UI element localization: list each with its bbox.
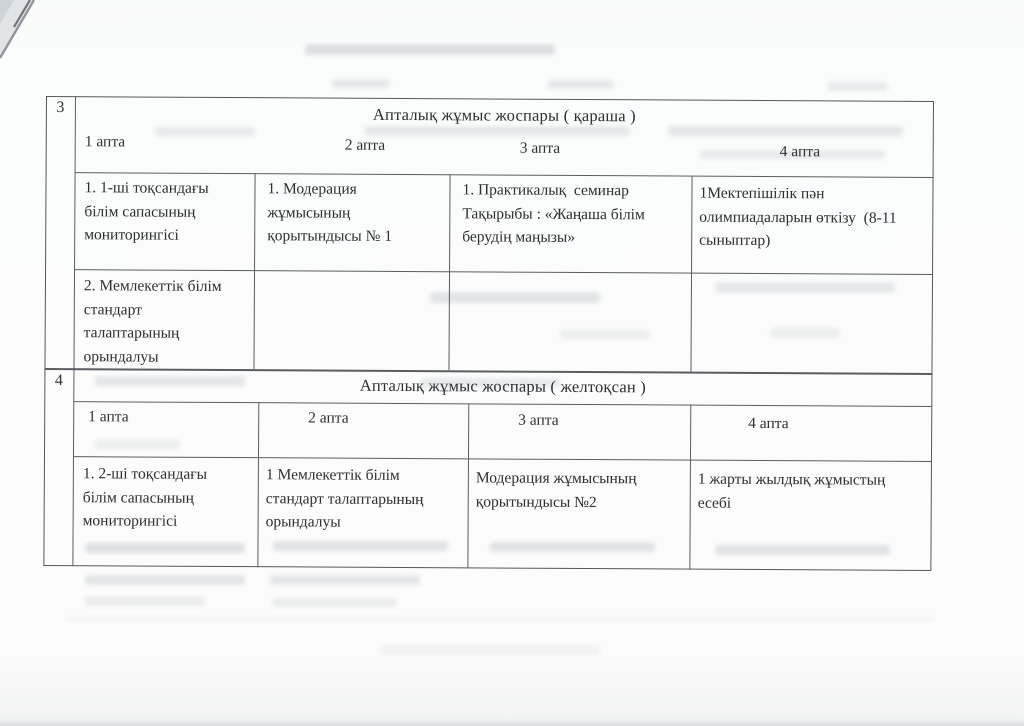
bleed-through-smudge [548, 80, 614, 89]
bleed-through-smudge [332, 79, 390, 88]
bleed-through-smudge [85, 575, 245, 585]
cell-dec-week2: 1 Мемлекеттік білім стандарт талаптарының орындалуы [265, 466, 424, 531]
bleed-through-smudge [65, 617, 935, 621]
cell-dec-week3: Модерация жұмысының қорытындысы №2 [475, 469, 637, 511]
week-header-nov-3: 3 апта [519, 139, 561, 157]
week-header-dec-3: 3 апта [518, 411, 559, 429]
week-header-dec-1: 1 апта [88, 408, 129, 426]
cell-dec-week1: 1. 2-ші тоқсандағы білім сапасының мониторингісі [82, 465, 208, 530]
bleed-through-smudge [828, 82, 888, 91]
week-header-nov-1: 1 апта [84, 133, 126, 151]
bleed-through-smudge [380, 645, 600, 655]
week-header-nov-4: 4 апта [779, 143, 821, 161]
cell-nov-week2-row1: 1. Модерация жұмысының қорытындысы № 1 [267, 180, 393, 245]
page-corner-fold-artifact [0, 0, 110, 80]
cell-nov-week1-row1: 1. 1-ші тоқсандағы білім сапасының мониторингісі [84, 179, 209, 244]
bleed-through-smudge [305, 44, 555, 55]
table-row-number: 4 [54, 372, 63, 390]
work-plan-table [43, 96, 934, 571]
cell-nov-week1-row2: 2. Мемлекеттік білім стандарт талаптарының орындалуы [83, 277, 222, 366]
bleed-through-smudge [270, 575, 420, 585]
cell-dec-week4: 1 жарты жылдық жұмыстың есебі [697, 470, 886, 512]
scan-bottom-edge-shadow [0, 718, 1024, 726]
cell-nov-week4-row1: 1Мектепішілік пән олимпиадаларын өткізу (8-11 сыныптар) [699, 184, 897, 250]
week-header-dec-2: 2 апта [308, 409, 349, 427]
section-title-december: Апталық жұмыс жоспары ( желтоқсан ) [359, 375, 647, 397]
cell-nov-week3-row1: 1. Практикалық семинар Тақырыбы : «Жаңаша білім берудің маңызы» [462, 181, 645, 246]
bleed-through-smudge [272, 598, 397, 607]
bleed-through-smudge [85, 597, 205, 606]
week-header-dec-4: 4 апта [748, 414, 789, 433]
table-row-number: 3 [56, 99, 65, 117]
section-title-november: Апталық жұмыс жоспары ( қараша ) [372, 104, 636, 126]
week-header-nov-2: 2 апта [344, 136, 386, 154]
